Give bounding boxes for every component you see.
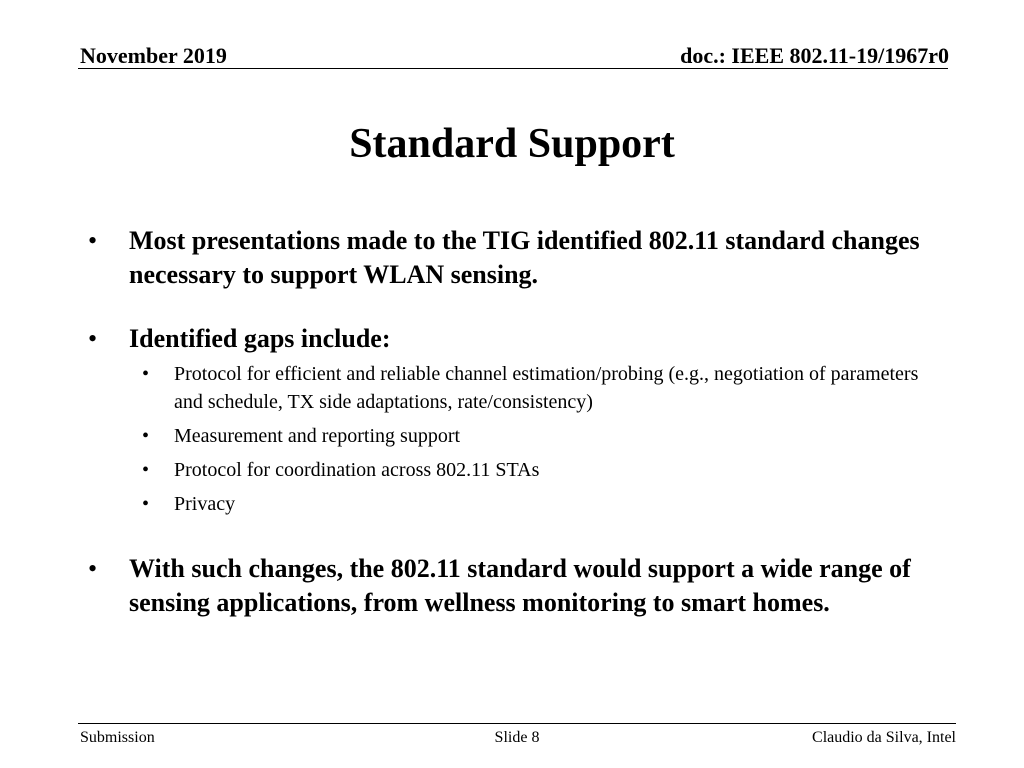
- bullet-text: Most presentations made to the TIG identified 802.11 standard changes necessary to support WLAN sensing.: [129, 226, 920, 289]
- bullet-icon: •: [142, 493, 150, 515]
- sub-bullet-item: [84, 490, 924, 518]
- footer-submission: Submission: [80, 729, 155, 746]
- bullet-text: Identified gaps include:: [129, 324, 391, 353]
- sub-bullet-item: [84, 360, 924, 416]
- bullet-icon: •: [142, 425, 150, 447]
- sub-bullet-text: Measurement and reporting support: [174, 425, 461, 447]
- footer-slide-number: Slide 8: [494, 729, 540, 746]
- bullet-icon: •: [88, 554, 98, 583]
- header-date: November 2019: [80, 43, 227, 68]
- sub-bullet-item: [84, 422, 924, 450]
- bullet-item: [84, 224, 924, 292]
- bullet-text: With such changes, the 802.11 standard would support a wide range of sensing applications, from wellness monitoring to smart homes.: [129, 554, 911, 617]
- bullet-item: [84, 322, 924, 356]
- bullet-icon: •: [142, 459, 150, 481]
- header-divider: [78, 68, 948, 69]
- bullet-item: [84, 552, 924, 620]
- bullet-icon: •: [88, 226, 98, 255]
- sub-bullet-text: Privacy: [174, 493, 236, 515]
- header-doc-id: doc.: IEEE 802.11-19/1967r0: [680, 43, 949, 68]
- sub-bullet-text: Protocol for efficient and reliable channel estimation/probing (e.g., negotiation of parameters and schedule, TX side adaptations, rate/consistency): [174, 363, 919, 413]
- bullet-icon: •: [88, 324, 98, 353]
- footer-divider: [78, 723, 956, 724]
- footer-author: Claudio da Silva, Intel: [812, 729, 956, 746]
- slide-body: [84, 224, 924, 620]
- sub-bullet-text: Protocol for coordination across 802.11 STAs: [174, 459, 540, 481]
- slide-title: Standard Support: [349, 121, 675, 167]
- bullet-icon: •: [142, 363, 150, 385]
- sub-bullet-item: [84, 456, 924, 484]
